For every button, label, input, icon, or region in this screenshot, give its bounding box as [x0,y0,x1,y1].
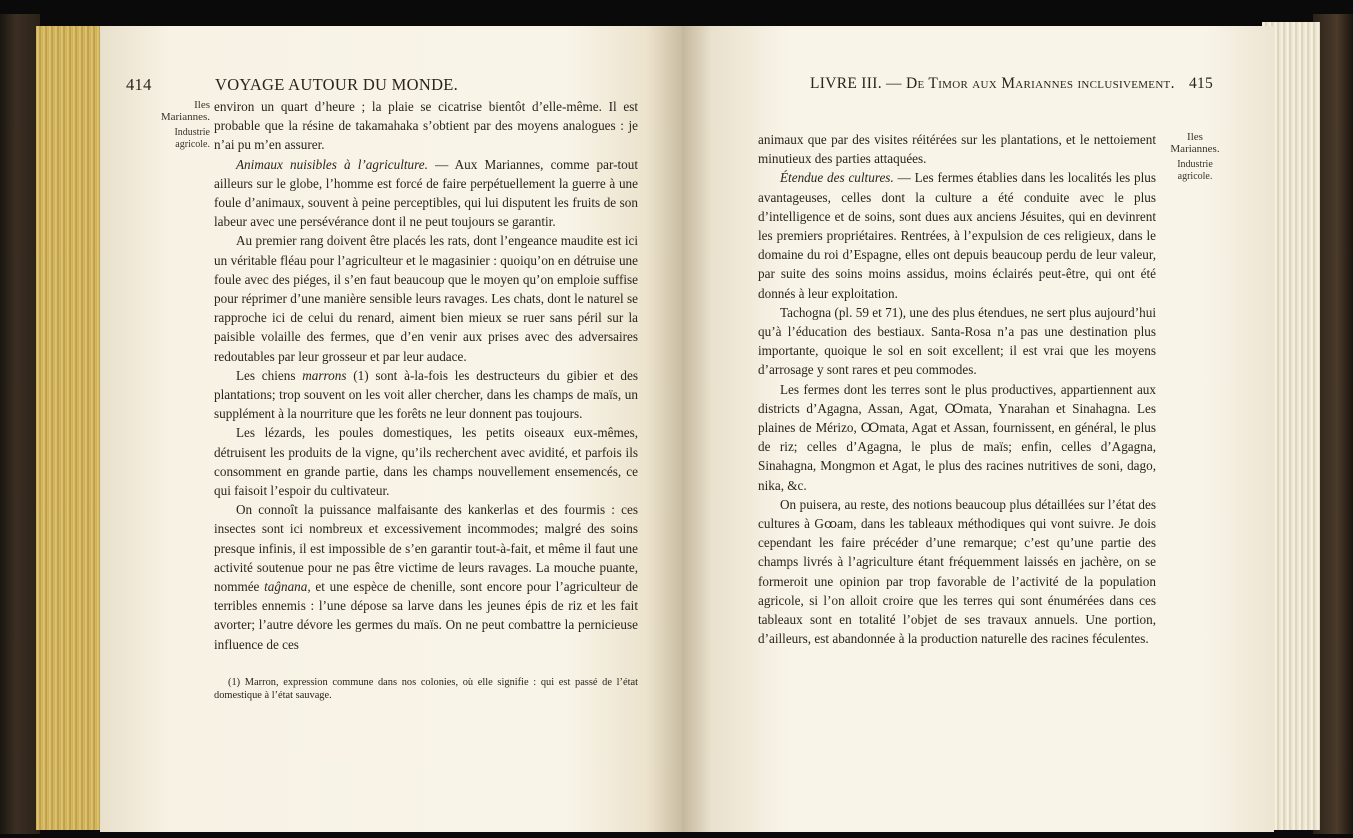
margin-note-topic-1: Industrie [1177,159,1213,170]
right-running-title: LIVRE III. — De Timor aux Mariannes inclusivement. [810,75,1175,92]
margin-note-place: Iles Mariannes. [160,99,210,123]
paragraph: Les fermes dont les terres sont le plus productives, appartiennent aux districts d’Agagna, Assan, Agat, Ꝏmata, Ynarahan et Sinahagna. Les plaines de Mérizo, Ꝏmata, Agat et Assan, fournissent, en général, le plus de riz; celles d’Agagna, le plus de maïs; enfin, celles d’Agagna, Sinahagna, Mongmon et Agat, le plus des racines nutritives de soni, dago, nika, &c. [758,381,1156,493]
left-body-text [214,97,638,654]
paragraph: Les lézards, les poules domestiques, les petits oiseaux eux-mêmes, détruisent les produits de la vigne, qu’ils recherchent avec avidité, et parfois ils consomment en grande partie, dans les champs nouvellement ensemencés, ce qui faisoit l’espoir du cultivateur. [214,425,638,499]
footnote: (1) Marron, expression commune dans nos colonies, où elle signifie : qui est passé de l’état domestique à l’état sauvage. [214,677,639,701]
paragraph: animaux que par des visites réitérées sur les plantations, et le nettoiement minutieux des parties attaquées. [758,132,1156,167]
paragraph: Étendue des cultures. — Les fermes établies dans les localités les plus avantageuses, celles dont la culture a été conduite avec le plus d’intelligence et de soins, sont dues aux anciens Jésuites, qui en devinrent les premiers propriétaires. Rentrées, à l’expulsion de ces religieux, dans le domaine du roi d’Espagne, elles ont depuis beaucoup perdu de leur valeur, par suite des soins moins assidus, moins éclairés peut-être, qui ont été donnés à leur exploitation. [758,170,1156,301]
right-running-header [810,75,1214,93]
book-binding-left [0,14,40,834]
section-heading: Étendue des cultures. [780,170,894,186]
right-body-text [758,130,1156,648]
paragraph: Tachogna (pl. 59 et 71), une des plus étendues, ne sert plus aujourd’hui qu’à l’éducation des bestiaux. Santa-Rosa n’a pas une destination plus importante, quoique le sol en soit excellent; il est vrai que les moyens d’arrosage y sont rares et peu commodes. [758,304,1156,378]
paragraph: environ un quart d’heure ; la plaie se cicatrise bientôt d’elle-même. Il est probable que la résine de takamahaka s’obtient par des moyens analogues : je n’ai pu m’en assurer. [214,99,638,153]
paragraph: Au premier rang doivent être placés les rats, dont l’engeance maudite est ici un véritable fléau pour l’agriculteur et le magasinier : quoiqu’on en détruise une foule avec des piéges, il s’en faut beaucoup que le moyen qu’on emploie suffise pour réprimer d’une manière sensible leurs ravages. Les chats, dont le naturel se rapproche ici de celui du renard, aiment bien mieux se ruer sans péril sur la paisible volaille des fermes, que d’en venir aux prises avec des adversaires redoutables par leur grosseur et par leur audace. [214,233,638,364]
right-page-number: 415 [1188,75,1214,92]
left-margin-note [146,99,210,151]
left-page-number: 414 [126,75,152,94]
margin-note-topic-1: Industrie [174,127,210,138]
paragraph: Les chiens marrons (1) sont à-la-fois les destructeurs du gibier et des plantations; trop souvent on les voit aller chercher, dans les champs de maïs, un supplément à la nourriture que les forêts ne leur donnent pas toujours. [214,367,638,422]
paragraph: On connoît la puissance malfaisante des kankerlas et des fourmis : ces insectes sont ici nombreux et excessivement incommodes; malgré des soins presque infinis, il est impossible de s’en garantir tout-à-fait, et même il faut une activité soutenue pour ne pas être victime de leurs ravages. La mouche puante, nommée taĝnana, et une espèce de chenille, sont encore pour l’agriculteur de terribles ennemis : l’une dépose sa larve dans les jeunes épis de riz et les fait avorter; l’autre dévore les germes du maïs. On ne peut combattre la pernicieuse influence de ces [214,502,638,652]
right-margin-note [1162,131,1228,183]
margin-note-topic-2: agricole. [175,139,210,150]
margin-note-place: Iles Mariannes. [1170,131,1220,155]
section-heading: Animaux nuisibles à l’agriculture. [236,156,428,172]
paragraph: Animaux nuisibles à l’agriculture. — Aux Mariannes, comme par-tout ailleurs sur le globe, l’homme est forcé de faire perpétuellement la guerre à une foule d’animaux, souvent à peine perceptibles, qui lui disputent les fruits de son labeur avec une persévérance dont il ne peut toujours se garantir. [214,156,638,230]
left-running-title: VOYAGE AUTOUR DU MONDE. [215,75,459,94]
margin-note-topic-2: agricole. [1177,171,1213,182]
paragraph: On puisera, au reste, des notions beaucoup plus détaillées sur l’état des cultures à Gꝏam, dans les tableaux méthodiques qui vont suivre. Je dois cependant les faire précéder d’une remarque; c’est qu’une partie des champs livrés à l’agriculture étant fréquemment laissés en jachère, on se formeroit une opinion par trop favorable de l’activité de la population agricole, si l’on alloit croire que les terres qui sont énumérées dans ces tableaux sont en totalité l’objet de ses travaux annuels. Une portion, d’ailleurs, est abandonnée à la production naturelle des racines féculentes. [758,496,1156,647]
